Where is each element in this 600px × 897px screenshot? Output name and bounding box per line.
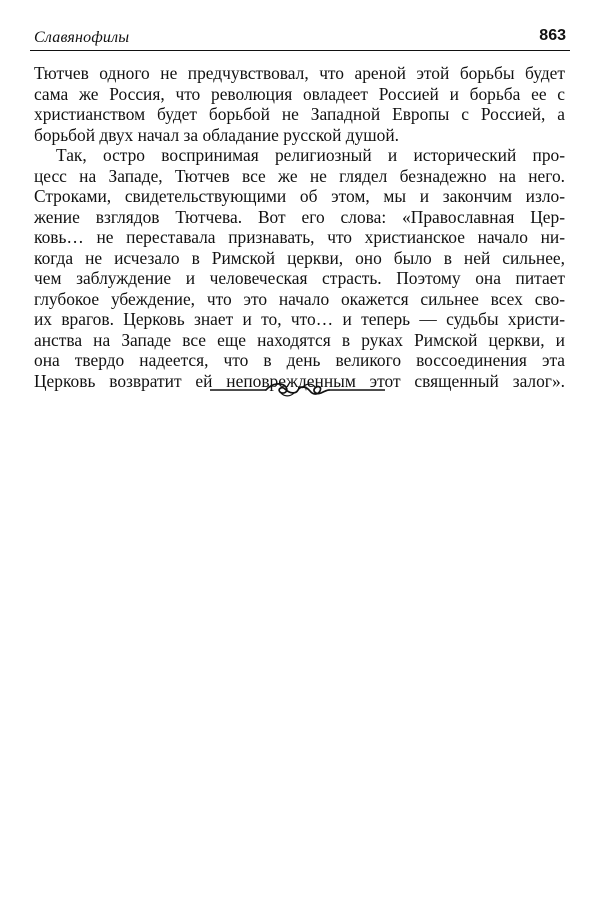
paragraph-1: [34, 63, 565, 145]
flourish-ornament-icon: [210, 379, 385, 401]
text-line: их врагов. Церковь знает и то, что… и теперь — судьбы христи-: [34, 309, 565, 329]
text-line: когда не исчезало в Римской церкви, оно было в ней сильнее,: [34, 247, 565, 268]
text-line: глубокое убеждение, что это начало окажется сильнее всех сво-: [34, 288, 565, 309]
text-line: Строками, свидетельствующими об этом, мы и закончим изло-: [34, 186, 565, 206]
text-line: чем заблуждение и человеческая страсть. Поэтому она питает: [34, 268, 565, 288]
running-title: Славянофилы: [34, 29, 130, 46]
header-rule: [30, 50, 570, 51]
text-line: Тютчев одного не предчувствовал, что ареной этой борьбы будет: [34, 63, 565, 83]
text-line: Церковь возвратит ей неповрежденным этот священный залог».: [34, 370, 565, 391]
running-header: [30, 27, 570, 51]
text-line: борьбой двух начал за обладание русской душой.: [34, 124, 400, 145]
text-line: Так, остро воспринимая религиозный и исторический про-: [56, 145, 565, 165]
text-line: жение взглядов Тютчева. Вот его слова: «Православная Цер-: [34, 206, 565, 227]
text-line: анства на Западе все еще находятся в руках Римской церкви, и: [34, 329, 565, 350]
paragraph-2: [34, 145, 565, 391]
text-line: сама же Россия, что революция овладеет Россией и борьба ее с: [34, 83, 565, 104]
body-text: [34, 63, 565, 391]
text-line: цесс на Западе, Тютчев все же не глядел безнадежно на него.: [34, 165, 565, 186]
text-line: христианством будет борьбой не Западной Европы с Россией, а: [34, 104, 565, 124]
text-line: она твердо надеется, что в день великого воссоединения эта: [34, 350, 565, 370]
text-line: ковь… не переставала признавать, что христианское начало ни-: [34, 227, 565, 247]
page-number: 863: [539, 27, 566, 44]
